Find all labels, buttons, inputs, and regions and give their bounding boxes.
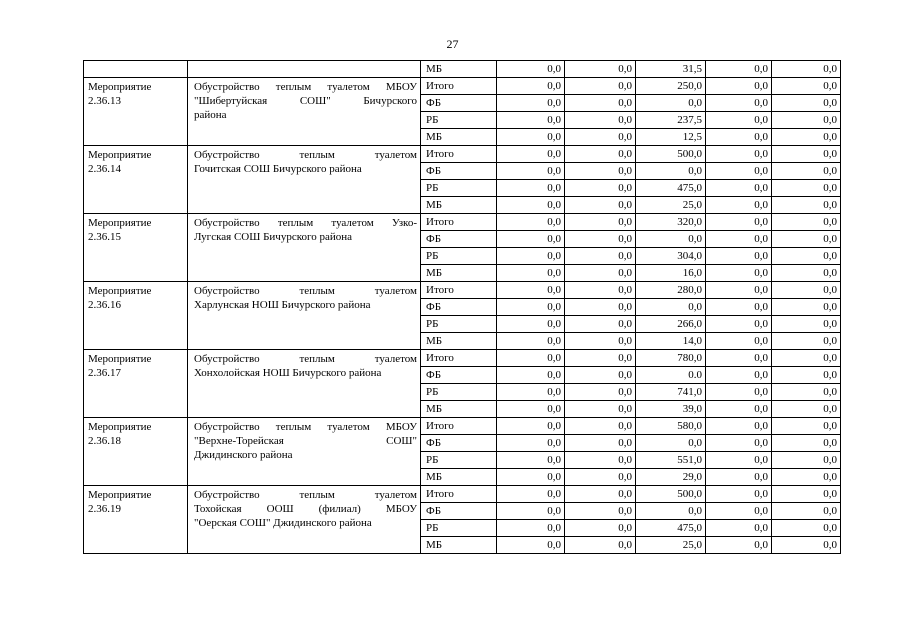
measure-id-line: Мероприятие: [88, 421, 152, 433]
value-cell: 0,0: [497, 129, 565, 146]
value-cell: 0,0: [565, 486, 636, 503]
value-cell: 0,0: [497, 401, 565, 418]
measure-description-line: Харлунская НОШ Бичурского района: [194, 299, 371, 311]
value-cell: 0,0: [772, 537, 841, 554]
value-cell: 0,0: [497, 282, 565, 299]
value-cell: 0,0: [706, 452, 772, 469]
measure-description-line: Лугская СОШ Бичурского района: [194, 231, 353, 243]
funding-source: ФБ: [421, 95, 497, 112]
value-cell: 0,0: [706, 418, 772, 435]
value-cell: 0,0: [565, 214, 636, 231]
value-cell: 0,0: [497, 418, 565, 435]
page-number: 27: [446, 37, 459, 51]
table-row: [84, 146, 841, 163]
value-cell: 0,0: [565, 350, 636, 367]
value-cell: 0,0: [497, 214, 565, 231]
table-row: [84, 78, 841, 95]
funding-source: ФБ: [421, 299, 497, 316]
funding-source: РБ: [421, 248, 497, 265]
value-cell: 0,0: [706, 435, 772, 452]
value-cell: 0,0: [706, 299, 772, 316]
value-cell: 0,0: [772, 95, 841, 112]
measure-description-line: "Шибертуйская СОШ" Бичурского: [194, 95, 417, 107]
table-row: [84, 486, 841, 503]
funding-source: ФБ: [421, 503, 497, 520]
funding-source: РБ: [421, 316, 497, 333]
measure-description-cell: [188, 78, 421, 146]
value-cell: 0,0: [772, 112, 841, 129]
measure-id-line: 2.36.14: [88, 163, 121, 175]
measure-id-cell: [84, 282, 188, 350]
budget-table-body: [84, 61, 841, 554]
value-cell: 0,0: [497, 112, 565, 129]
value-cell: 0,0: [565, 418, 636, 435]
value-cell: 475,0: [636, 180, 706, 197]
value-cell: 0,0: [706, 384, 772, 401]
value-cell: 0,0: [565, 469, 636, 486]
value-cell: 0,0: [497, 435, 565, 452]
value-cell: 0,0: [497, 469, 565, 486]
value-cell: 0,0: [565, 61, 636, 78]
value-cell: 16,0: [636, 265, 706, 282]
value-cell: 0,0: [706, 78, 772, 95]
measure-id-cell: [84, 214, 188, 282]
measure-description-cell: [188, 214, 421, 282]
value-cell: 0,0: [497, 299, 565, 316]
value-cell: 0,0: [497, 350, 565, 367]
value-cell: 25,0: [636, 537, 706, 554]
measure-description-cell: [188, 350, 421, 418]
value-cell: 0,0: [706, 486, 772, 503]
value-cell: 0,0: [497, 78, 565, 95]
value-cell: 0,0: [497, 367, 565, 384]
funding-source: Итого: [421, 418, 497, 435]
value-cell: 741,0: [636, 384, 706, 401]
value-cell: 0,0: [706, 129, 772, 146]
value-cell: 0,0: [497, 503, 565, 520]
value-cell: 0,0: [706, 520, 772, 537]
value-cell: 0,0: [636, 503, 706, 520]
value-cell: 0,0: [565, 316, 636, 333]
value-cell: 551,0: [636, 452, 706, 469]
measure-description-line: "Оерская СОШ" Джидинского района: [194, 517, 372, 529]
funding-source: МБ: [421, 537, 497, 554]
value-cell: 0,0: [772, 435, 841, 452]
value-cell: 0,0: [497, 333, 565, 350]
value-cell: 0,0: [565, 95, 636, 112]
value-cell: 0,0: [772, 520, 841, 537]
measure-id-cell: [84, 350, 188, 418]
value-cell: 250,0: [636, 78, 706, 95]
measure-description-line: Обустройство теплым туалетом: [194, 353, 417, 365]
value-cell: 0,0: [706, 537, 772, 554]
value-cell: 0,0: [772, 316, 841, 333]
value-cell: 0,0: [497, 248, 565, 265]
value-cell: 0,0: [772, 129, 841, 146]
value-cell: 0,0: [565, 197, 636, 214]
measure-description-line: Обустройство теплым туалетом МБОУ: [194, 421, 417, 433]
measure-id-line: Мероприятие: [88, 149, 152, 161]
funding-source: Итого: [421, 146, 497, 163]
value-cell: 14,0: [636, 333, 706, 350]
measure-description-line: Обустройство теплым туалетом: [194, 149, 417, 161]
measure-description-cell: [188, 146, 421, 214]
value-cell: 0,0: [497, 537, 565, 554]
value-cell: 0,0: [565, 180, 636, 197]
value-cell: 237,5: [636, 112, 706, 129]
value-cell: 0,0: [772, 401, 841, 418]
measure-description-line: "Верхне-Торейская СОШ": [194, 435, 417, 447]
value-cell: 0,0: [565, 367, 636, 384]
value-cell: 0,0: [706, 231, 772, 248]
funding-source: РБ: [421, 384, 497, 401]
measure-id-cell: [84, 78, 188, 146]
value-cell: 0,0: [497, 520, 565, 537]
measure-description-line: Обустройство теплым туалетом МБОУ: [194, 81, 417, 93]
value-cell: 0,0: [772, 265, 841, 282]
value-cell: 266,0: [636, 316, 706, 333]
funding-source: МБ: [421, 61, 497, 78]
value-cell: 0,0: [772, 503, 841, 520]
value-cell: 0,0: [565, 299, 636, 316]
value-cell: 0,0: [706, 503, 772, 520]
value-cell: 0.0: [636, 367, 706, 384]
value-cell: 280,0: [636, 282, 706, 299]
value-cell: 0,0: [565, 452, 636, 469]
value-cell: 0,0: [706, 282, 772, 299]
measure-id-cell: [84, 146, 188, 214]
funding-source: Итого: [421, 214, 497, 231]
value-cell: 0,0: [636, 299, 706, 316]
funding-source: РБ: [421, 452, 497, 469]
table-row: [84, 61, 841, 78]
funding-source: МБ: [421, 401, 497, 418]
value-cell: 0,0: [772, 197, 841, 214]
value-cell: 0,0: [772, 282, 841, 299]
value-cell: 320,0: [636, 214, 706, 231]
funding-source: Итого: [421, 282, 497, 299]
value-cell: 500,0: [636, 146, 706, 163]
value-cell: 0,0: [772, 367, 841, 384]
measure-description-line: Обустройство теплым туалетом Узко-: [194, 217, 417, 229]
value-cell: 0,0: [772, 452, 841, 469]
value-cell: 0,0: [706, 367, 772, 384]
value-cell: 0,0: [706, 265, 772, 282]
value-cell: 0,0: [772, 180, 841, 197]
value-cell: 0,0: [497, 231, 565, 248]
funding-source: МБ: [421, 333, 497, 350]
funding-source: ФБ: [421, 231, 497, 248]
value-cell: 0,0: [565, 78, 636, 95]
measure-description-line: Обустройство теплым туалетом: [194, 489, 417, 501]
measure-id-cell: [84, 418, 188, 486]
table-row: [84, 418, 841, 435]
value-cell: 0,0: [772, 299, 841, 316]
value-cell: 0,0: [565, 265, 636, 282]
value-cell: 0,0: [772, 333, 841, 350]
funding-source: Итого: [421, 78, 497, 95]
value-cell: 12,5: [636, 129, 706, 146]
measure-description-cell: [188, 418, 421, 486]
funding-source: Итого: [421, 486, 497, 503]
value-cell: 0,0: [772, 350, 841, 367]
funding-source: ФБ: [421, 435, 497, 452]
value-cell: 0,0: [497, 486, 565, 503]
funding-source: РБ: [421, 180, 497, 197]
value-cell: 0,0: [565, 537, 636, 554]
value-cell: 39,0: [636, 401, 706, 418]
funding-source: МБ: [421, 265, 497, 282]
funding-source: МБ: [421, 469, 497, 486]
value-cell: 0,0: [706, 112, 772, 129]
measure-id-cell: [84, 486, 188, 554]
value-cell: 0,0: [706, 146, 772, 163]
measure-description-line: Тохойская ООШ (филиал) МБОУ: [194, 503, 417, 515]
value-cell: 0,0: [565, 112, 636, 129]
value-cell: 0,0: [497, 197, 565, 214]
measure-id-line: 2.36.16: [88, 299, 121, 311]
value-cell: 0,0: [706, 350, 772, 367]
value-cell: 0,0: [497, 316, 565, 333]
value-cell: 0,0: [772, 486, 841, 503]
value-cell: 500,0: [636, 486, 706, 503]
value-cell: 0,0: [565, 129, 636, 146]
value-cell: 0,0: [497, 180, 565, 197]
value-cell: 0,0: [636, 163, 706, 180]
continuation-id-cell: [84, 61, 188, 78]
measure-id-line: 2.36.17: [88, 367, 121, 379]
value-cell: 0,0: [706, 316, 772, 333]
value-cell: 0,0: [772, 231, 841, 248]
value-cell: 0,0: [706, 248, 772, 265]
measure-description-line: Джидинского района: [194, 449, 293, 461]
value-cell: 0,0: [497, 95, 565, 112]
measure-description-line: Хонхолойская НОШ Бичурского района: [194, 367, 382, 379]
value-cell: 0,0: [497, 61, 565, 78]
funding-source: МБ: [421, 129, 497, 146]
value-cell: 0,0: [497, 452, 565, 469]
funding-source: РБ: [421, 520, 497, 537]
value-cell: 0,0: [706, 333, 772, 350]
value-cell: 0,0: [772, 146, 841, 163]
funding-source: ФБ: [421, 367, 497, 384]
table-row: [84, 350, 841, 367]
value-cell: 0,0: [772, 78, 841, 95]
value-cell: 0,0: [565, 146, 636, 163]
measure-description-line: Обустройство теплым туалетом: [194, 285, 417, 297]
measure-id-line: Мероприятие: [88, 285, 152, 297]
measure-id-line: Мероприятие: [88, 217, 152, 229]
value-cell: 0,0: [636, 231, 706, 248]
value-cell: 31,5: [636, 61, 706, 78]
value-cell: 0,0: [706, 95, 772, 112]
measure-id-line: Мероприятие: [88, 489, 152, 501]
table-row: [84, 282, 841, 299]
value-cell: 0,0: [706, 61, 772, 78]
measure-id-line: 2.36.19: [88, 503, 121, 515]
value-cell: 0,0: [772, 61, 841, 78]
value-cell: 0,0: [772, 214, 841, 231]
value-cell: 0,0: [565, 282, 636, 299]
value-cell: 0,0: [565, 503, 636, 520]
table-row: [84, 214, 841, 231]
value-cell: 0,0: [706, 197, 772, 214]
value-cell: 0,0: [565, 435, 636, 452]
value-cell: 0,0: [565, 163, 636, 180]
measure-id-line: 2.36.15: [88, 231, 121, 243]
value-cell: 0,0: [636, 95, 706, 112]
value-cell: 0,0: [706, 163, 772, 180]
value-cell: 0,0: [772, 163, 841, 180]
funding-source: РБ: [421, 112, 497, 129]
funding-source: ФБ: [421, 163, 497, 180]
value-cell: 0,0: [706, 214, 772, 231]
measure-id-line: Мероприятие: [88, 81, 152, 93]
value-cell: 0,0: [772, 418, 841, 435]
measure-description-cell: [188, 282, 421, 350]
continuation-desc-cell: [188, 61, 421, 78]
funding-source: МБ: [421, 197, 497, 214]
measure-id-line: Мероприятие: [88, 353, 152, 365]
measure-description-cell: [188, 486, 421, 554]
value-cell: 0,0: [565, 384, 636, 401]
value-cell: 0,0: [497, 163, 565, 180]
value-cell: 0,0: [636, 435, 706, 452]
measure-description-line: Гочитская СОШ Бичурского района: [194, 163, 362, 175]
value-cell: 0,0: [772, 248, 841, 265]
value-cell: 29,0: [636, 469, 706, 486]
value-cell: 0,0: [706, 401, 772, 418]
measure-id-line: 2.36.18: [88, 435, 121, 447]
value-cell: 0,0: [772, 469, 841, 486]
value-cell: 0,0: [497, 384, 565, 401]
value-cell: 780,0: [636, 350, 706, 367]
value-cell: 0,0: [497, 265, 565, 282]
measure-description-line: района: [194, 109, 227, 121]
value-cell: 0,0: [497, 146, 565, 163]
value-cell: 0,0: [706, 180, 772, 197]
budget-table: [83, 60, 841, 554]
value-cell: 0,0: [565, 520, 636, 537]
value-cell: 0,0: [565, 248, 636, 265]
funding-source: Итого: [421, 350, 497, 367]
value-cell: 0,0: [706, 469, 772, 486]
value-cell: 580,0: [636, 418, 706, 435]
value-cell: 0,0: [565, 401, 636, 418]
value-cell: 0,0: [565, 231, 636, 248]
value-cell: 25,0: [636, 197, 706, 214]
value-cell: 0,0: [772, 384, 841, 401]
value-cell: 0,0: [565, 333, 636, 350]
value-cell: 475,0: [636, 520, 706, 537]
value-cell: 304,0: [636, 248, 706, 265]
measure-id-line: 2.36.13: [88, 95, 121, 107]
